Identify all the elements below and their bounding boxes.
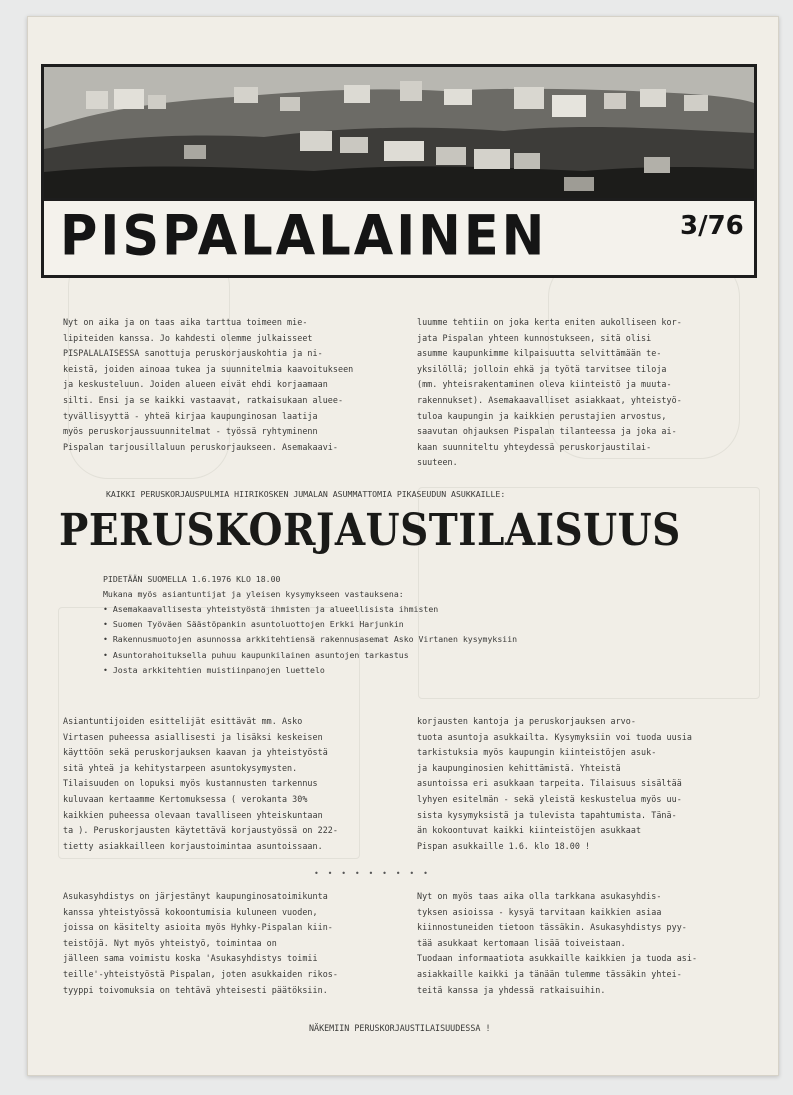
newsletter-page xyxy=(27,16,779,1076)
hillside-town-image xyxy=(44,67,754,198)
text-line: tyksen asioissa - kysyä tarvitaan kaikkien asiaa xyxy=(417,906,662,917)
body-right-column xyxy=(417,714,692,854)
speaker-text: Asuntorahoituksella puhuu kaupunkilainen asuntojen tarkastus xyxy=(112,649,409,660)
bullet-icon: • xyxy=(103,634,113,645)
text-line: teistöjä. Nyt myös yhteistyö, toimintaa on xyxy=(63,937,277,948)
text-line: tuota asuntoja asukkailta. Kysymyksiin voi tuoda uusia xyxy=(417,731,692,742)
text-line: silti. Ensi ja se kaikki vastaavat, ratkaisukaan aluee- xyxy=(63,394,344,405)
text-line: keistä, joiden ainoaa tukea ja suunnitelmia kaavoitukseen xyxy=(63,363,354,374)
text-line: teitä kanssa ja yhdessä ratkaisuihin. xyxy=(417,984,606,995)
text-line: (mm. yhteisrakentaminen oleva kiinteistö ja muuta- xyxy=(417,379,672,390)
intro-right-column xyxy=(417,315,682,471)
speaker-item xyxy=(103,648,517,663)
text-line: tyyppi toivomuksia on tehtävä yhteisesti päätöksiin. xyxy=(63,984,328,995)
text-line: asuntoissa eri asukkaan tarpeita. Tilaisuus sisältää xyxy=(417,778,682,789)
bullet-icon: • xyxy=(103,649,113,660)
speaker-text: Rakennusmuotojen asunnossa arkkitehtiensä rakennusasemat Asko Virtanen kysymyksiin xyxy=(112,634,518,645)
text-line: sitä yhteä ja kehitystarpeen asuntokysymysten. xyxy=(63,762,298,773)
text-line: kuluvaan kertaamme Kertomuksessa ( verokanta 30% xyxy=(63,793,308,804)
closing-line: NÄKEMIIN PERUSKORJAUSTILAISUUDESSA ! xyxy=(309,1023,491,1033)
intro-left-column xyxy=(63,315,353,455)
speaker-item xyxy=(103,632,517,647)
speaker-item xyxy=(103,617,517,632)
text-line: luumme tehtiin on joka kerta eniten aukolliseen kor- xyxy=(417,317,682,327)
speaker-item xyxy=(103,602,517,617)
text-line: tarkistuksia myös kaupungin kiinteistöjen asuk- xyxy=(417,747,657,758)
text-line: sista kysymyksistä ja tulevista tapahtumista. Tänä- xyxy=(417,809,677,820)
text-line: lyhyen esitelmän - sekä yleistä keskustelua myös uu- xyxy=(417,793,682,804)
closing-right-column xyxy=(417,889,697,998)
announcement-details xyxy=(103,572,404,602)
text-line: teille'-yhteistyöstä Pispalan, joten asukkaiden rikos- xyxy=(63,968,338,979)
text-line: tyvällisyyttä - yhteä kirjaa kaupunginosan laatija xyxy=(63,410,318,421)
text-line: yksilöllä; jolloin ehkä ja työtä tarvitsee tiloja xyxy=(417,363,667,374)
event-time: PIDETÄÄN SUOMELLA 1.6.1976 KLO 18.00 xyxy=(103,574,281,584)
bullet-icon: • xyxy=(103,619,113,630)
text-line: jata Pispalan yhteen kunnostukseen, sitä olisi xyxy=(417,332,652,343)
text-line: jälleen sama voimistu koska 'Asukasyhdistys toimii xyxy=(63,953,318,964)
text-line: lipiteiden kanssa. Jo kahdesti olemme julkaisseet xyxy=(63,332,313,343)
text-line: rakennukset). Asemakaavalliset asiakkaat, yhteistyö- xyxy=(417,394,682,405)
bullet-icon: • xyxy=(103,604,113,614)
text-line: myös peruskorjaussuunnitelmat - työssä ryhtyminenn xyxy=(63,426,318,437)
masthead xyxy=(41,64,757,278)
speaker-list xyxy=(103,602,517,678)
speaker-text: Asemakaavallisesta yhteistyöstä ihmisten ja alueellisista ihmisten xyxy=(112,604,439,614)
issue-number: 3/76 xyxy=(680,211,744,241)
text-line: ja keskusteluun. Joiden alueen eivät ehdi korjaamaan xyxy=(63,379,328,390)
text-line: Virtasen puheessa asiallisesti ja lisäksi keskeisen xyxy=(63,731,323,742)
text-line: kaikkien puheessa olevaan tavalliseen yhteiskuntaan xyxy=(63,809,323,820)
text-line: än kokoontuvat kaikki kiinteistöjen asukkaat xyxy=(417,825,642,836)
text-line: suuteen. xyxy=(417,457,458,468)
newsletter-title: PISPALALAINEN xyxy=(60,204,548,269)
text-line: korjausten kantoja ja peruskorjauksen arvo- xyxy=(417,716,636,726)
text-line: saavutan ohjauksen Pispalan tilanteessa ja joka ai- xyxy=(417,426,677,437)
text-line: Nyt on myös taas aika olla tarkkana asukasyhdis- xyxy=(417,891,662,901)
speaker-item xyxy=(103,663,517,678)
text-line: Pispan asukkaille 1.6. klo 18.00 ! xyxy=(417,840,591,851)
text-line: ja kaupunginosien kehittämistä. Yhteistä xyxy=(417,762,621,773)
speaker-text: Suomen Työväen Säästöpankin asuntoluottojen Erkki Harjunkin xyxy=(112,619,404,630)
text-line: Asukasyhdistys on järjestänyt kaupunginosatoimikunta xyxy=(63,891,328,901)
text-line: Nyt on aika ja on taas aika tarttua toimeen mie- xyxy=(63,317,308,327)
text-line: kanssa yhteistyössä kokoontumisia kuluneen vuoden, xyxy=(63,906,318,917)
text-line: käyttöön sekä peruskorjauksen kaavan ja yhteistyöstä xyxy=(63,747,328,758)
text-line: PISPALALAISESSA sanottuja peruskorjauskohtia ja ni- xyxy=(63,348,323,359)
text-line: asumme kaupunkimme kilpaisuutta selvittämään te- xyxy=(417,348,662,359)
body-left-column xyxy=(63,714,338,854)
text-line: kiinnostuneiden tietoon tässäkin. Asukasyhdistys pyy- xyxy=(417,922,687,933)
speakers-intro: Mukana myös asiantuntijat ja yleisen kysymykseen vastauksena: xyxy=(103,589,404,599)
text-line: Pispalan tarjousillaluun peruskorjaukseen. Asemakaavi- xyxy=(63,441,338,452)
announcement-headline: PERUSKORJAUSTILAISUUS xyxy=(59,504,681,557)
text-line: ta ). Peruskorjausten käytettävä korjaustyössä on 222- xyxy=(63,825,338,836)
bullet-icon: • xyxy=(103,664,113,675)
speaker-text: Josta arkkitehtien muistiinpanojen luettelo xyxy=(112,664,325,675)
text-line: Tilaisuuden on lopuksi myös kustannusten tarkennus xyxy=(63,778,318,789)
text-line: Tuodaan informaatiota asukkaille kaikkien ja tuoda asi- xyxy=(417,953,698,964)
section-separator: • • • • • • • • • xyxy=(314,869,430,878)
text-line: Asiantuntijoiden esittelijät esittävät mm. Asko xyxy=(63,716,303,726)
text-line: kaan suunniteltu yhteydessä peruskorjaustilai- xyxy=(417,441,652,452)
closing-left-column xyxy=(63,889,338,998)
text-line: asiakkaille kaikki ja tänään tulemme tässäkin yhtei- xyxy=(417,968,682,979)
text-line: joissa on käsitelty asioita myös Hyhky-Pispalan kiin- xyxy=(63,922,333,933)
town-photo xyxy=(44,67,754,201)
text-line: tää asukkaat kertomaan lisää toiveistaan. xyxy=(417,937,626,948)
text-line: tuloa kaupungin ja kaikkien perustajien arvostus, xyxy=(417,410,667,421)
text-line: tietty asiakkailleen korjaustoimintaa asuntoissaan. xyxy=(63,840,323,851)
announcement-kicker: KAIKKI PERUSKORJAUSPULMIA HIIRIKOSKEN JUMALAN ASUMMATTOMIA PIKASEUDUN ASUKKAILLE: xyxy=(106,489,506,499)
